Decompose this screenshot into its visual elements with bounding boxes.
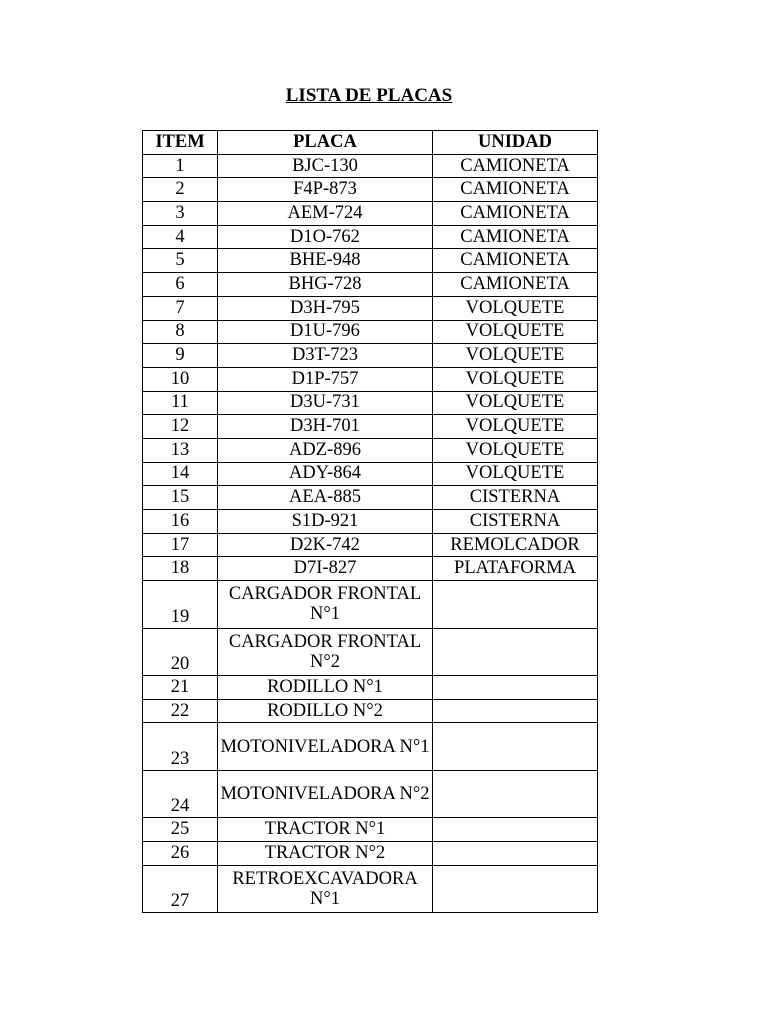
table-row <box>143 344 598 368</box>
placa-cell: RETROEXCAVADORA N°1 <box>218 865 433 913</box>
table-row <box>143 249 598 273</box>
placa-cell: BHE-948 <box>218 249 433 273</box>
unidad-cell: VOLQUETE <box>433 438 598 462</box>
unidad-cell: CAMIONETA <box>433 249 598 273</box>
unidad-cell: CAMIONETA <box>433 202 598 226</box>
item-cell: 27 <box>143 865 218 913</box>
page-title: LISTA DE PLACAS <box>285 85 453 106</box>
unidad-cell: VOLQUETE <box>433 367 598 391</box>
header-placa: PLACA <box>218 131 433 155</box>
placa-cell: ADY-864 <box>218 462 433 486</box>
table-row <box>143 510 598 534</box>
table-row <box>143 225 598 249</box>
item-cell: 13 <box>143 438 218 462</box>
unidad-cell: VOLQUETE <box>433 320 598 344</box>
placa-cell: CARGADOR FRONTAL N°1 <box>218 581 433 629</box>
table-row <box>143 438 598 462</box>
unidad-cell: CISTERNA <box>433 510 598 534</box>
table-row <box>143 367 598 391</box>
table-row <box>143 842 598 866</box>
placa-cell: D3U-731 <box>218 391 433 415</box>
unidad-cell: REMOLCADOR <box>433 533 598 557</box>
item-cell: 12 <box>143 415 218 439</box>
unidad-cell <box>433 676 598 700</box>
unidad-cell <box>433 723 598 771</box>
item-cell: 11 <box>143 391 218 415</box>
item-cell: 20 <box>143 628 218 676</box>
table-row <box>143 320 598 344</box>
table-row <box>143 723 598 771</box>
item-cell: 7 <box>143 296 218 320</box>
placa-cell: D7I-827 <box>218 557 433 581</box>
placa-cell: RODILLO N°1 <box>218 676 433 700</box>
unidad-cell: CAMIONETA <box>433 154 598 178</box>
placa-cell: BJC-130 <box>218 154 433 178</box>
table-row <box>143 770 598 818</box>
unidad-cell: CAMIONETA <box>433 178 598 202</box>
item-cell: 21 <box>143 676 218 700</box>
table-row <box>143 415 598 439</box>
item-cell: 2 <box>143 178 218 202</box>
table-row <box>143 628 598 676</box>
placa-cell: AEM-724 <box>218 202 433 226</box>
unidad-cell: VOLQUETE <box>433 415 598 439</box>
unidad-cell <box>433 699 598 723</box>
unidad-cell <box>433 865 598 913</box>
unidad-cell <box>433 842 598 866</box>
table-row <box>143 296 598 320</box>
unidad-cell: CAMIONETA <box>433 225 598 249</box>
table-row <box>143 462 598 486</box>
item-cell: 6 <box>143 273 218 297</box>
placa-cell: D3T-723 <box>218 344 433 368</box>
placa-cell: D3H-701 <box>218 415 433 439</box>
item-cell: 5 <box>143 249 218 273</box>
item-cell: 19 <box>143 581 218 629</box>
item-cell: 17 <box>143 533 218 557</box>
table-row <box>143 273 598 297</box>
table-row <box>143 699 598 723</box>
plates-table <box>142 130 598 913</box>
item-cell: 24 <box>143 770 218 818</box>
placa-cell: ADZ-896 <box>218 438 433 462</box>
unidad-cell: VOLQUETE <box>433 391 598 415</box>
unidad-cell <box>433 581 598 629</box>
placa-cell: TRACTOR N°1 <box>218 818 433 842</box>
header-item: ITEM <box>143 131 218 155</box>
item-cell: 15 <box>143 486 218 510</box>
item-cell: 3 <box>143 202 218 226</box>
placa-cell: CARGADOR FRONTAL N°2 <box>218 628 433 676</box>
unidad-cell: VOLQUETE <box>433 344 598 368</box>
table-row <box>143 676 598 700</box>
item-cell: 8 <box>143 320 218 344</box>
unidad-cell: VOLQUETE <box>433 296 598 320</box>
placa-cell: D1U-796 <box>218 320 433 344</box>
table-row <box>143 865 598 913</box>
table-row <box>143 557 598 581</box>
item-cell: 16 <box>143 510 218 534</box>
placa-cell: S1D-921 <box>218 510 433 534</box>
placa-cell: MOTONIVELADORA N°1 <box>218 723 433 771</box>
placa-cell: D1O-762 <box>218 225 433 249</box>
placa-cell: D1P-757 <box>218 367 433 391</box>
unidad-cell <box>433 818 598 842</box>
placa-cell: BHG-728 <box>218 273 433 297</box>
item-cell: 9 <box>143 344 218 368</box>
unidad-cell <box>433 770 598 818</box>
placa-cell: D2K-742 <box>218 533 433 557</box>
placa-cell: F4P-873 <box>218 178 433 202</box>
item-cell: 25 <box>143 818 218 842</box>
table-row <box>143 154 598 178</box>
table-row <box>143 486 598 510</box>
item-cell: 26 <box>143 842 218 866</box>
unidad-cell: CISTERNA <box>433 486 598 510</box>
item-cell: 10 <box>143 367 218 391</box>
table-row <box>143 818 598 842</box>
placa-cell: TRACTOR N°2 <box>218 842 433 866</box>
item-cell: 14 <box>143 462 218 486</box>
item-cell: 4 <box>143 225 218 249</box>
unidad-cell: VOLQUETE <box>433 462 598 486</box>
item-cell: 22 <box>143 699 218 723</box>
item-cell: 1 <box>143 154 218 178</box>
item-cell: 18 <box>143 557 218 581</box>
unidad-cell <box>433 628 598 676</box>
table-row <box>143 581 598 629</box>
item-cell: 23 <box>143 723 218 771</box>
unidad-cell: CAMIONETA <box>433 273 598 297</box>
table-row <box>143 202 598 226</box>
placa-cell: D3H-795 <box>218 296 433 320</box>
placa-cell: MOTONIVELADORA N°2 <box>218 770 433 818</box>
table-header-row <box>143 131 598 155</box>
table-row <box>143 178 598 202</box>
placa-cell: AEA-885 <box>218 486 433 510</box>
table-row <box>143 533 598 557</box>
unidad-cell: PLATAFORMA <box>433 557 598 581</box>
header-unidad: UNIDAD <box>433 131 598 155</box>
placa-cell: RODILLO N°2 <box>218 699 433 723</box>
table-row <box>143 391 598 415</box>
